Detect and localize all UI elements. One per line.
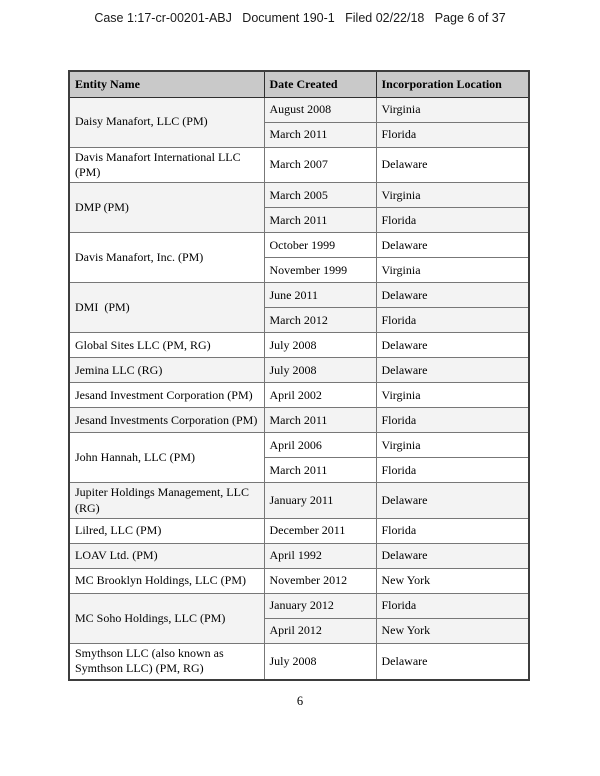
incorporation-location-cell: New York <box>376 618 529 643</box>
table-row <box>69 283 529 308</box>
date-created-cell: April 2006 <box>264 433 376 458</box>
table-row <box>69 518 529 543</box>
incorporation-location-cell: Delaware <box>376 233 529 258</box>
entity-name-cell: Global Sites LLC (PM, RG) <box>69 333 264 358</box>
date-created-cell: March 2012 <box>264 308 376 333</box>
date-created-cell: January 2011 <box>264 483 376 519</box>
date-created-cell: March 2005 <box>264 183 376 208</box>
table-row <box>69 333 529 358</box>
incorporation-location-cell: Virginia <box>376 383 529 408</box>
table-row <box>69 643 529 679</box>
case-caption-header: Case 1:17-cr-00201-ABJ Document 190-1 Filed 02/22/18 Page 6 of 37 <box>94 11 506 25</box>
date-created-cell: November 2012 <box>264 568 376 593</box>
date-created-cell: March 2011 <box>264 122 376 147</box>
incorporation-location-cell: Delaware <box>376 283 529 308</box>
incorporation-location-cell: Virginia <box>376 258 529 283</box>
incorporation-location-cell: Florida <box>376 408 529 433</box>
entity-name-cell: Daisy Manafort, LLC (PM) <box>69 97 264 147</box>
entity-name-cell: Jesand Investments Corporation (PM) <box>69 408 264 433</box>
entity-table-body <box>69 97 529 680</box>
incorporation-location-cell: Florida <box>376 593 529 618</box>
incorporation-location-cell: Virginia <box>376 97 529 122</box>
entity-name-cell: DMI (PM) <box>69 283 264 333</box>
incorporation-location-cell: Delaware <box>376 147 529 183</box>
date-created-cell: January 2012 <box>264 593 376 618</box>
date-created-cell: December 2011 <box>264 518 376 543</box>
date-created-cell: April 2012 <box>264 618 376 643</box>
incorporation-location-cell: Delaware <box>376 333 529 358</box>
incorporation-location-cell: Florida <box>376 122 529 147</box>
entity-name-cell: Davis Manafort International LLC (PM) <box>69 147 264 183</box>
date-created-cell: November 1999 <box>264 258 376 283</box>
entity-name-cell: Jesand Investment Corporation (PM) <box>69 383 264 408</box>
date-created-cell: April 2002 <box>264 383 376 408</box>
entity-table-header <box>69 71 529 97</box>
entity-name-cell: Lilred, LLC (PM) <box>69 518 264 543</box>
table-row <box>69 183 529 208</box>
incorporation-location-cell: Delaware <box>376 358 529 383</box>
table-row <box>69 97 529 122</box>
date-created-cell: August 2008 <box>264 97 376 122</box>
date-created-cell: March 2011 <box>264 458 376 483</box>
entity-name-cell: Davis Manafort, Inc. (PM) <box>69 233 264 283</box>
incorporation-location-cell: New York <box>376 568 529 593</box>
entity-name-cell: MC Soho Holdings, LLC (PM) <box>69 593 264 643</box>
entity-name-cell: DMP (PM) <box>69 183 264 233</box>
table-row <box>69 383 529 408</box>
table-row <box>69 593 529 618</box>
column-header-date-created: Date Created <box>264 71 376 97</box>
incorporation-location-cell: Florida <box>376 458 529 483</box>
date-created-cell: March 2011 <box>264 208 376 233</box>
entity-name-cell: John Hannah, LLC (PM) <box>69 433 264 483</box>
date-created-cell: March 2011 <box>264 408 376 433</box>
date-created-cell: June 2011 <box>264 283 376 308</box>
table-row <box>69 408 529 433</box>
incorporation-location-cell: Florida <box>376 518 529 543</box>
incorporation-location-cell: Virginia <box>376 433 529 458</box>
date-created-cell: July 2008 <box>264 333 376 358</box>
entity-name-cell: MC Brooklyn Holdings, LLC (PM) <box>69 568 264 593</box>
incorporation-location-cell: Florida <box>376 308 529 333</box>
date-created-cell: July 2008 <box>264 643 376 679</box>
table-row <box>69 543 529 568</box>
entity-name-cell: Jupiter Holdings Management, LLC (RG) <box>69 483 264 519</box>
incorporation-location-cell: Florida <box>376 208 529 233</box>
incorporation-location-cell: Delaware <box>376 543 529 568</box>
entity-name-cell: Smythson LLC (also known as Symthson LLC) (PM, RG) <box>69 643 264 679</box>
table-row <box>69 358 529 383</box>
incorporation-location-cell: Delaware <box>376 483 529 519</box>
column-header-incorporation-location: Incorporation Location <box>376 71 529 97</box>
table-row <box>69 483 529 519</box>
table-row <box>69 433 529 458</box>
entity-name-cell: Jemina LLC (RG) <box>69 358 264 383</box>
entity-name-cell: LOAV Ltd. (PM) <box>69 543 264 568</box>
date-created-cell: July 2008 <box>264 358 376 383</box>
page-number: 6 <box>296 694 304 708</box>
column-header-entity-name: Entity Name <box>69 71 264 97</box>
table-row <box>69 147 529 183</box>
incorporation-location-cell: Virginia <box>376 183 529 208</box>
entity-table <box>68 70 530 681</box>
header-row <box>69 71 529 97</box>
date-created-cell: March 2007 <box>264 147 376 183</box>
date-created-cell: April 1992 <box>264 543 376 568</box>
incorporation-location-cell: Delaware <box>376 643 529 679</box>
table-row <box>69 568 529 593</box>
date-created-cell: October 1999 <box>264 233 376 258</box>
table-row <box>69 233 529 258</box>
